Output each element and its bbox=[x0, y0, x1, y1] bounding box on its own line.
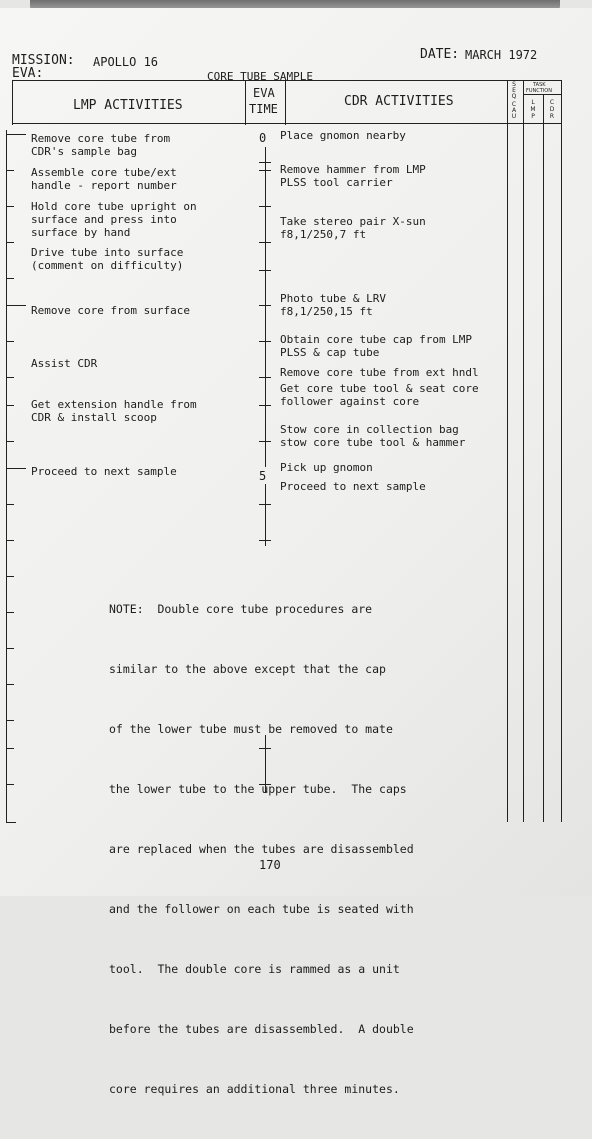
lmp-letter: M bbox=[530, 106, 536, 113]
timeline-tick bbox=[6, 441, 14, 442]
timeline-tick bbox=[6, 748, 14, 749]
task-function-label-line2: FUNCTION bbox=[526, 88, 552, 94]
seq-col-left-border bbox=[507, 80, 508, 822]
eva-col-left-border bbox=[245, 80, 246, 125]
lmp-activity-line: Proceed to next sample bbox=[31, 465, 177, 478]
page-title: CORE TUBE SAMPLE bbox=[207, 70, 313, 83]
cdr-letter: R bbox=[549, 113, 555, 120]
timeline-tick bbox=[259, 377, 271, 378]
task-col-divider bbox=[543, 94, 544, 822]
cdr-activity-line: Take stereo pair X-sun bbox=[280, 215, 426, 228]
timeline-tick bbox=[259, 242, 271, 243]
timeline-tick bbox=[6, 648, 14, 649]
timeline-tick bbox=[6, 468, 26, 469]
seq-letter: E bbox=[512, 87, 516, 94]
task-col-left-border bbox=[523, 80, 524, 822]
note-line: and the follower on each tube is seated with bbox=[109, 902, 414, 916]
eva-col-right-border bbox=[285, 80, 286, 125]
lmp-activity-line: Hold core tube upright on bbox=[31, 200, 197, 213]
lmp-activity-line: Assist CDR bbox=[31, 357, 98, 370]
note-line: similar to the above except that the cap bbox=[109, 662, 386, 676]
timeline-tick bbox=[6, 540, 14, 541]
cdr-letter: D bbox=[549, 106, 555, 113]
eva-time-marker: 5 bbox=[259, 469, 267, 483]
seq-letter: C bbox=[511, 101, 517, 108]
cdr-activity-line: Photo tube & LRV bbox=[280, 292, 386, 305]
lmp-timeline bbox=[6, 130, 7, 822]
cdr-activity-line: Place gnomon nearby bbox=[280, 129, 406, 142]
seq-letter: A bbox=[511, 107, 517, 114]
timeline-tick bbox=[259, 162, 271, 163]
lmp-activity-line: (comment on difficulty) bbox=[31, 259, 184, 272]
table-left-border bbox=[12, 80, 13, 125]
timeline-tick bbox=[6, 170, 14, 171]
cdr-letter: C bbox=[549, 99, 555, 106]
note-line: before the tubes are disassembled. A double bbox=[109, 1022, 414, 1036]
lmp-letter: P bbox=[531, 113, 535, 120]
lmp-activity-line: Assemble core tube/ext bbox=[31, 166, 177, 179]
note-line: core requires an additional three minutes. bbox=[109, 1082, 400, 1096]
cdr-activity-line: Proceed to next sample bbox=[280, 480, 426, 493]
seq-letter: S bbox=[512, 81, 516, 88]
cdr-activity-line: Remove hammer from LMP bbox=[280, 163, 426, 176]
cdr-activity-line: Get core tube tool & seat core bbox=[280, 382, 479, 395]
checklist-page bbox=[0, 8, 592, 1096]
timeline-tick bbox=[6, 341, 14, 342]
cdr-activity-line: PLSS tool carrier bbox=[280, 176, 393, 189]
timeline-tick bbox=[6, 377, 14, 378]
timeline-tick bbox=[6, 612, 14, 613]
eva-time-marker: 0 bbox=[259, 131, 267, 145]
cdr-activity-line: Obtain core tube cap from LMP bbox=[280, 333, 473, 346]
lmp-letter: L bbox=[531, 99, 535, 106]
timeline-tick bbox=[259, 341, 271, 342]
table-right-border bbox=[561, 80, 562, 822]
timeline-tick bbox=[6, 242, 14, 243]
cdr-activity-line: Remove core tube from ext hndl bbox=[280, 366, 479, 379]
date-value: MARCH 1972 bbox=[465, 48, 538, 62]
eva-timeline-lower bbox=[265, 484, 266, 546]
mission-label: MISSION: bbox=[12, 53, 75, 68]
timeline-tick bbox=[6, 720, 14, 721]
date-label: DATE: bbox=[420, 47, 460, 62]
note-line: tool. The double core is rammed as a unit bbox=[109, 962, 400, 976]
timeline-tick bbox=[259, 305, 271, 306]
eva-timeline-upper bbox=[265, 147, 266, 467]
lmp-activity-line: CDR's sample bag bbox=[31, 145, 137, 158]
timeline-tick bbox=[259, 540, 271, 541]
lmp-activity-line: handle - report number bbox=[31, 179, 177, 192]
lmp-activity-line: Drive tube into surface bbox=[31, 246, 184, 259]
lmp-activity-line: surface and press into bbox=[31, 213, 177, 226]
eva-time-header-line2: TIME bbox=[249, 102, 278, 116]
lmp-activity-line: Remove core tube from bbox=[31, 132, 171, 145]
timeline-tick bbox=[6, 206, 14, 207]
timeline-tick bbox=[6, 305, 26, 306]
lmp-timeline-end bbox=[6, 822, 16, 823]
eva-time-header-line1: EVA bbox=[253, 86, 275, 100]
cdr-activity-line: f8,1/250,15 ft bbox=[280, 305, 373, 318]
table-header-rule bbox=[12, 123, 562, 124]
cdr-activity-line: Pick up gnomon bbox=[280, 461, 373, 474]
cdr-activities-header: CDR ACTIVITIES bbox=[344, 94, 454, 109]
lmp-activity-line: Remove core from surface bbox=[31, 304, 190, 317]
note-line: of the lower tube must be removed to mate bbox=[109, 722, 393, 736]
lmp-activity-line: surface by hand bbox=[31, 226, 131, 239]
table-top-rule bbox=[12, 80, 562, 81]
cdr-activity-line: Stow core in collection bag bbox=[280, 423, 459, 436]
timeline-tick bbox=[6, 278, 14, 279]
timeline-tick bbox=[6, 405, 14, 406]
cdr-activity-line: f8,1/250,7 ft bbox=[280, 228, 367, 241]
lmp-activity-line: Get extension handle from bbox=[31, 398, 197, 411]
task-function-rule bbox=[523, 94, 561, 95]
cdr-activity-line: PLSS & cap tube bbox=[280, 346, 380, 359]
timeline-tick bbox=[259, 405, 271, 406]
timeline-tick bbox=[259, 170, 271, 171]
lmp-activity-line: CDR & install scoop bbox=[31, 411, 157, 424]
seq-letter: U bbox=[511, 113, 517, 120]
note-line: are replaced when the tubes are disassembled bbox=[109, 842, 414, 856]
note-line: NOTE: Double core tube procedures are bbox=[109, 602, 373, 616]
timeline-tick bbox=[6, 576, 14, 577]
timeline-tick bbox=[259, 504, 271, 505]
eva-label: EVA: bbox=[12, 66, 44, 81]
timeline-tick bbox=[6, 504, 14, 505]
note-paragraph bbox=[109, 559, 429, 1139]
timeline-tick bbox=[6, 784, 14, 785]
cdr-activity-line: stow core tube tool & hammer bbox=[280, 436, 466, 449]
page-number: 170 bbox=[259, 858, 281, 872]
timeline-tick bbox=[6, 134, 26, 135]
timeline-tick bbox=[259, 206, 271, 207]
lmp-activities-header: LMP ACTIVITIES bbox=[73, 98, 183, 113]
seq-letter: Q bbox=[511, 93, 517, 100]
task-function-label-line1: TASK bbox=[533, 82, 546, 88]
note-line: the lower tube to the upper tube. The caps bbox=[109, 782, 407, 796]
cdr-activity-line: follower against core bbox=[280, 395, 420, 408]
timeline-tick bbox=[259, 441, 271, 442]
mission-value: APOLLO 16 bbox=[93, 55, 159, 69]
timeline-tick bbox=[6, 684, 14, 685]
timeline-tick bbox=[259, 270, 271, 271]
